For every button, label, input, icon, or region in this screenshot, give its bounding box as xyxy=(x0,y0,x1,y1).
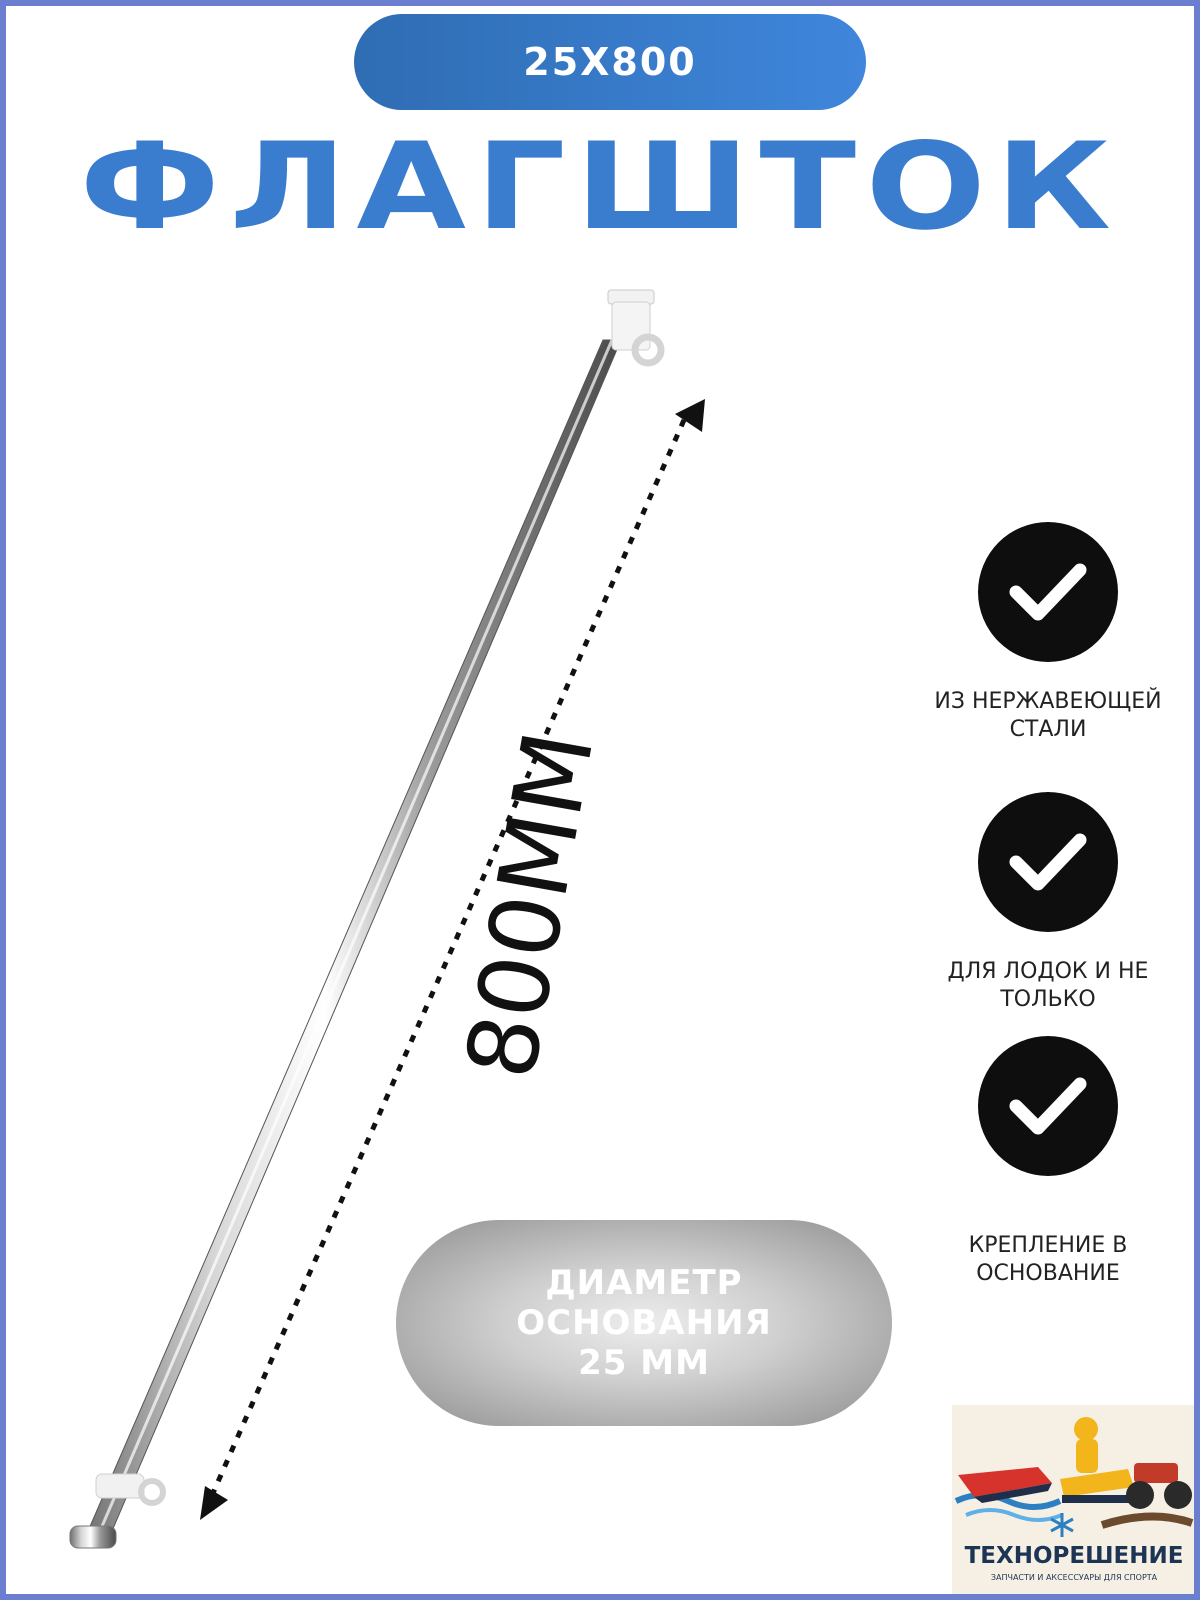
size-badge xyxy=(354,14,866,110)
diameter-line-3: 25 ММ xyxy=(578,1343,710,1383)
brand-logo xyxy=(952,1405,1196,1595)
feature-text: КРЕПЛЕНИЕ В ОСНОВАНИЕ xyxy=(968,1233,1128,1286)
check-icon xyxy=(978,522,1118,662)
check-icon xyxy=(978,792,1118,932)
feature-boats xyxy=(920,792,1176,1014)
logo-tagline: ЗАПЧАСТИ И АКСЕССУАРЫ ДЛЯ СПОРТА xyxy=(990,1573,1158,1582)
logo-name: ТЕХНОРЕШЕНИЕ xyxy=(964,1543,1184,1569)
dimension-text: 800ММ xyxy=(444,723,616,1087)
product-title: ФЛАГШТОК xyxy=(79,118,1121,257)
feature-mount xyxy=(920,1036,1176,1288)
diameter-badge xyxy=(396,1220,892,1426)
logo-emblem xyxy=(952,1405,1196,1541)
feature-text: ДЛЯ ЛОДОК И НЕ ТОЛЬКО xyxy=(947,959,1149,1012)
check-icon xyxy=(978,1036,1118,1176)
feature-stainless xyxy=(920,522,1176,744)
diameter-line-2: ОСНОВАНИЯ xyxy=(516,1303,772,1343)
feature-text: ИЗ НЕРЖАВЕЮЩЕЙ СТАЛИ xyxy=(934,689,1162,742)
diameter-line-1: ДИАМЕТР xyxy=(545,1263,743,1303)
size-badge-label: 25X800 xyxy=(523,40,697,84)
